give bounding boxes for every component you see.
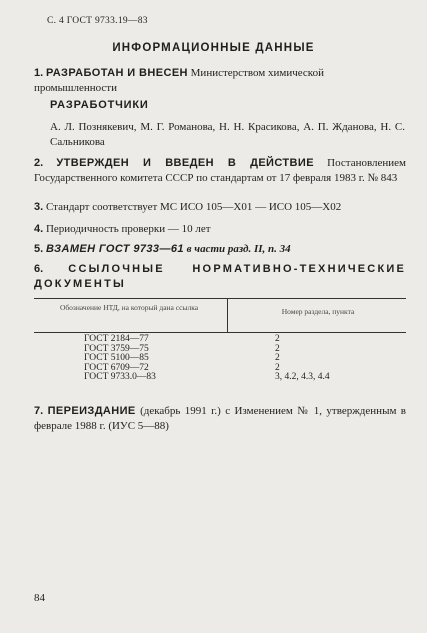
developers-heading: РАЗРАБОТЧИКИ (50, 99, 149, 111)
table-top-rule (34, 298, 406, 299)
item-4-number: 4. (34, 223, 44, 235)
item-6-caps: ССЫЛОЧНЫЕ НОРМАТИВНО-ТЕХНИЧЕСКИЕ ДОКУМЕНТЫ (34, 263, 407, 290)
item-5 (34, 242, 406, 257)
item-2 (34, 156, 406, 186)
section-title: ИНФОРМАЦИОННЫЕ ДАННЫЕ (112, 42, 315, 54)
item-2-number: 2. (34, 157, 44, 169)
table-cell: ГОСТ 9733.0—83 (84, 372, 156, 382)
table-cell: ГОСТ 2184—77 (84, 334, 149, 344)
table-cell: ГОСТ 6709—72 (84, 362, 149, 373)
table-cell: ГОСТ 3759—75 (84, 343, 149, 354)
item-4 (34, 222, 406, 237)
item-1 (34, 66, 406, 96)
table-header-document: Обозначение НТД, на который дана ссылка (59, 303, 199, 312)
table-cell: 2 (275, 334, 280, 344)
item-7-text: (декабрь 1991 г.) с Изменением № 1, утвержденным в феврале 1988 г. (ИУС 5—88) (34, 405, 406, 432)
table-cell: ГОСТ 5100—85 (84, 353, 149, 363)
developers-list: А. Л. Познякевич, М. Г. Романова, Н. Н. Красикова, А. П. Жданова, Н. С. Сальникова (50, 121, 405, 148)
item-6-number: 6. (34, 263, 44, 275)
page-header: С. 4 ГОСТ 9733.19—83 (47, 16, 148, 26)
item-2-text: Постановлением Государственного комитета СССР по стандартам от 17 февраля 1983 г. № 843 (34, 157, 407, 184)
table-cell: 2 (275, 362, 280, 373)
item-6 (34, 262, 406, 292)
item-7-number: 7. (34, 405, 44, 417)
item-3-text: Стандарт соответствует МС ИСО 105—Х01 — ИСО 105—Х02 (45, 201, 342, 213)
table-cell: 2 (275, 353, 280, 363)
table-column-sections (275, 335, 330, 383)
item-7 (34, 404, 406, 434)
item-1-text: Министерством химической промышленности (34, 67, 324, 94)
table-column-documents (84, 335, 156, 383)
item-5-text: в части разд. II, п. 34 (186, 243, 291, 255)
table-cell: 2 (275, 343, 280, 354)
item-5-caps: ВЗАМЕН ГОСТ 9733—61 (45, 243, 184, 255)
item-1-number: 1. (34, 67, 44, 79)
table-header-rule (34, 332, 406, 333)
table-header-divider (227, 298, 228, 332)
page-number: 84 (34, 592, 45, 604)
item-3 (34, 200, 406, 215)
item-5-number: 5. (34, 243, 44, 255)
item-7-caps: ПЕРЕИЗДАНИЕ (47, 405, 136, 417)
table-cell: 3, 4.2, 4.3, 4.4 (275, 372, 330, 382)
item-4-text: Периодичность проверки — 10 лет (45, 223, 211, 235)
item-3-number: 3. (34, 201, 44, 213)
item-2-caps: УТВЕРЖДЕН И ВВЕДЕН В ДЕЙСТВИЕ (56, 157, 314, 169)
item-1-caps: РАЗРАБОТАН И ВНЕСЕН (45, 67, 188, 79)
table-header-section: Номер раздела, пункта (281, 307, 355, 316)
references-table (34, 298, 406, 393)
